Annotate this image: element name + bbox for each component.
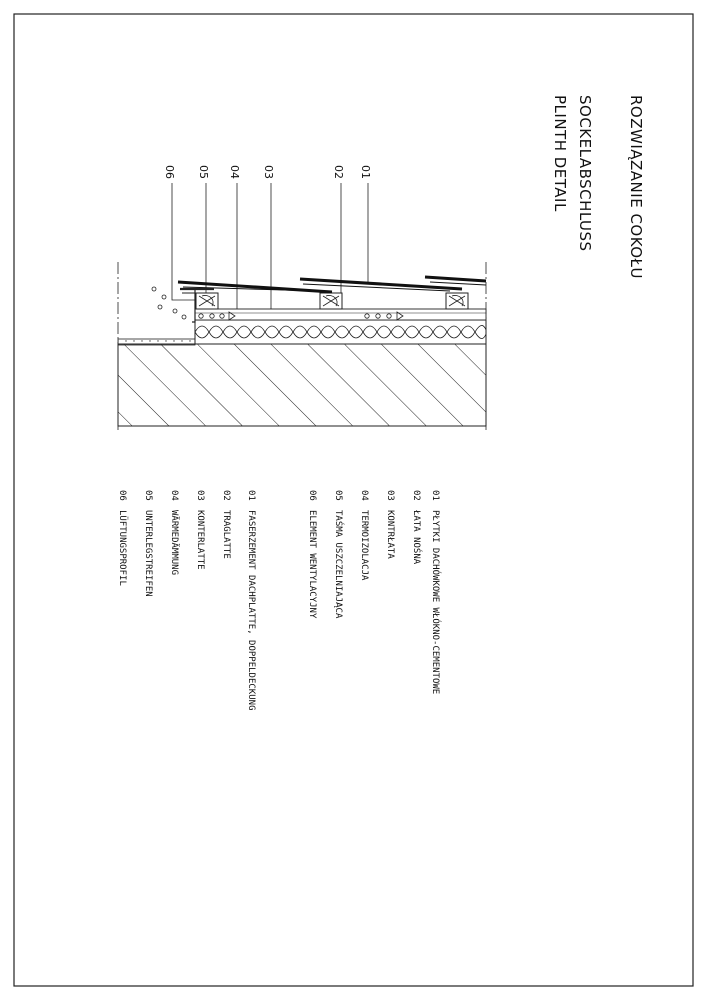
legend-pl-05 xyxy=(333,490,345,619)
svg-text:FASERZEMENT DACHPLATTE, DOPPEL: FASERZEMENT DACHPLATTE, DOPPELDECKUNG xyxy=(246,510,256,711)
svg-text:01: 01 xyxy=(430,490,440,501)
svg-text:04: 04 xyxy=(169,490,179,501)
svg-text:LÜFTUNGSPROFIL: LÜFTUNGSPROFIL xyxy=(117,510,127,586)
fiber-cement-tiles xyxy=(178,277,486,292)
legend-polish xyxy=(307,490,442,694)
legend-de-05 xyxy=(143,490,153,597)
callout-02: 02 xyxy=(332,165,345,179)
svg-text:02: 02 xyxy=(221,490,231,501)
legend-de-01 xyxy=(246,490,256,710)
callout-06: 06 xyxy=(163,165,176,179)
batten-3 xyxy=(446,293,468,309)
svg-text:03: 03 xyxy=(195,490,205,501)
callout-01: 01 xyxy=(359,165,372,179)
svg-text:TRAGLATTE: TRAGLATTE xyxy=(221,510,231,559)
counter-batten xyxy=(195,309,486,320)
svg-text:KONTERLATTE: KONTERLATTE xyxy=(195,510,205,570)
legend-german xyxy=(117,490,256,710)
svg-text:PŁYTKI DACHÓWKOWE WŁÓKNO-CEMEN: PŁYTKI DACHÓWKOWE WŁÓKNO-CEMENTOWE xyxy=(430,510,440,695)
svg-text:WÄRMEDÄMMUNG: WÄRMEDÄMMUNG xyxy=(169,510,179,576)
callout-05: 05 xyxy=(197,165,210,179)
svg-text:ŁATA NOŚNA: ŁATA NOŚNA xyxy=(411,510,421,565)
svg-text:01: 01 xyxy=(246,490,256,501)
legend-pl-03 xyxy=(385,490,395,559)
thermal-insulation xyxy=(195,320,486,344)
callout-labels xyxy=(163,165,372,179)
legend-de-06 xyxy=(117,490,128,586)
svg-text:02: 02 xyxy=(411,490,421,501)
svg-text:05: 05 xyxy=(333,490,343,501)
svg-text:06: 06 xyxy=(117,490,127,501)
callout-03: 03 xyxy=(262,165,275,179)
legend-pl-01 xyxy=(430,490,442,694)
svg-text:KONTRŁATA: KONTRŁATA xyxy=(385,510,395,559)
callout-04: 04 xyxy=(228,165,241,179)
svg-text:UNTERLEGSTREIFEN: UNTERLEGSTREIFEN xyxy=(143,510,153,597)
legend-pl-06 xyxy=(307,490,317,619)
legend-de-03 xyxy=(195,490,205,570)
title-german: SOCKELABSCHLUSS xyxy=(576,95,594,252)
title-english: PLINTH DETAIL xyxy=(551,95,569,212)
wall-section xyxy=(118,344,486,426)
svg-text:04: 04 xyxy=(359,490,369,501)
ground-gravel xyxy=(118,339,195,345)
legend-pl-02 xyxy=(411,490,423,565)
svg-text:TERMOIZOLACJA: TERMOIZOLACJA xyxy=(359,510,369,581)
legend-pl-04 xyxy=(359,490,369,581)
svg-text:06: 06 xyxy=(307,490,317,501)
title-block xyxy=(551,95,645,279)
svg-text:ELEMENT WENTYLACYJNY: ELEMENT WENTYLACYJNY xyxy=(307,510,317,619)
batten-2 xyxy=(320,293,342,309)
legend-de-04 xyxy=(169,490,180,575)
svg-text:TAŚMA USZCZELNIAJĄCA: TAŚMA USZCZELNIAJĄCA xyxy=(333,510,343,619)
title-polish: ROZWIĄZANIE COKOŁU xyxy=(627,95,645,279)
svg-text:03: 03 xyxy=(385,490,395,501)
batten-1 xyxy=(196,293,218,309)
svg-text:05: 05 xyxy=(143,490,153,501)
legend-de-02 xyxy=(221,490,231,559)
